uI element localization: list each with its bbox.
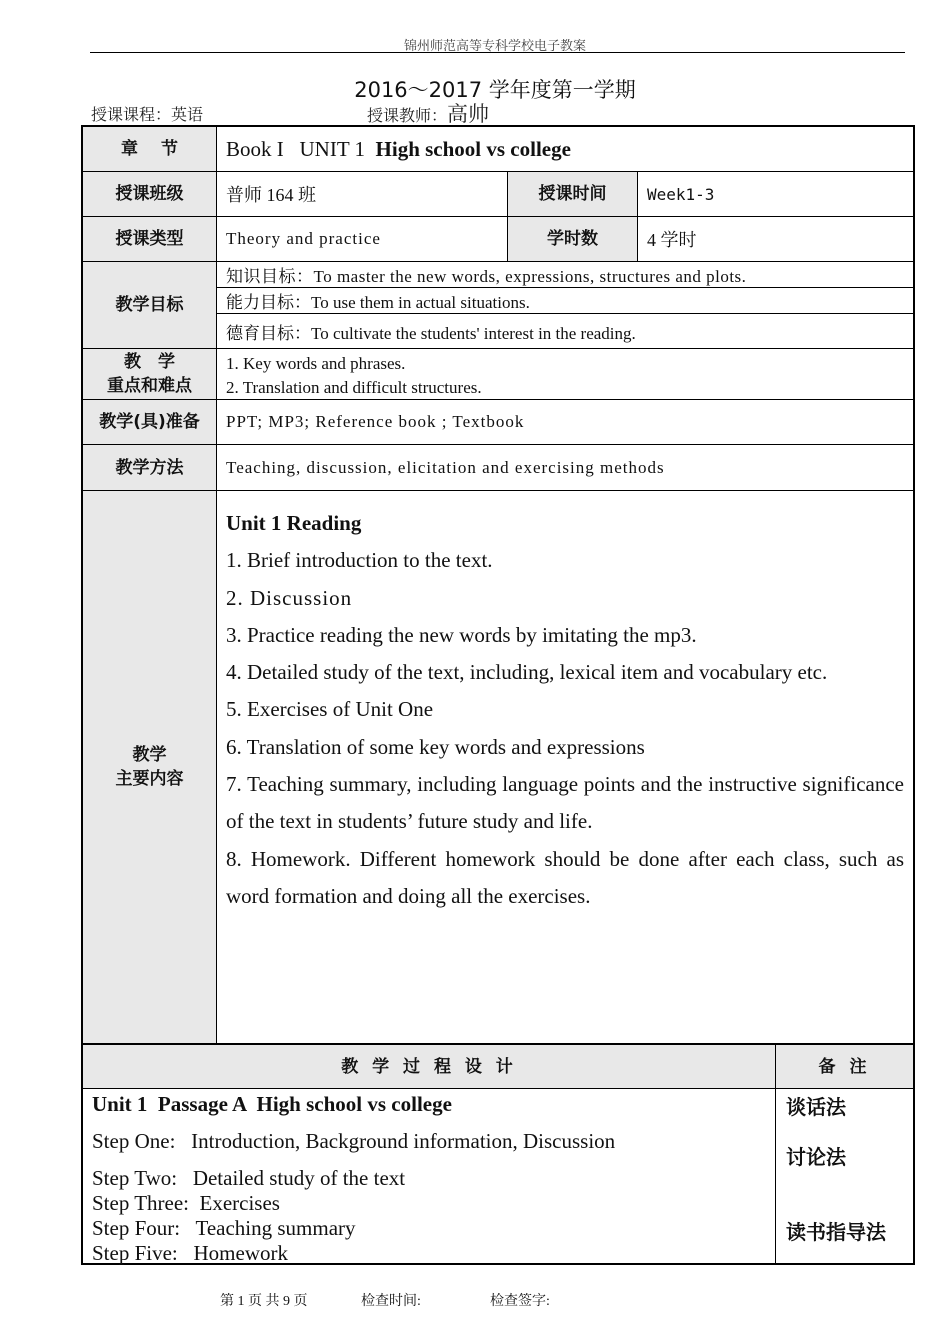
note-item: 谈话法: [786, 1095, 846, 1119]
type-label: 授课类型: [83, 217, 217, 262]
key-point-item: 2. Translation and difficult structures.: [226, 378, 482, 397]
key-points-label-line1: 教 学: [124, 352, 175, 372]
check-time-label: 检查时间:: [361, 1294, 421, 1309]
goal-knowledge: 知识目标：To master the new words, expressions, structures and plots.: [217, 262, 913, 288]
chapter-label: 章 节: [83, 127, 217, 172]
key-points-value: [217, 349, 913, 400]
hours-label: 学时数: [508, 217, 638, 262]
goal-moral: 德育目标：To cultivate the students' interest in the reading.: [217, 314, 913, 349]
method-label: 教学方法: [83, 445, 217, 491]
key-points-label-line2: 重点和难点: [107, 376, 192, 396]
class-value: 普师 164 班: [217, 172, 508, 217]
time-value: Week1-3: [638, 172, 913, 217]
term-title: 2016～2017 学年度第一学期: [354, 78, 636, 102]
content-item: 7. Teaching summary, including language points and the instructive significance of the text in students’ future study and life.: [226, 772, 904, 834]
process-step: Step Five: Homework: [92, 1241, 288, 1265]
page-number: 第 1 页 共 9 页: [220, 1294, 308, 1309]
time-label: 授课时间: [508, 172, 638, 217]
notes-header: 备 注: [776, 1045, 913, 1089]
goal-ability: 能力目标：To use them in actual situations.: [217, 288, 913, 314]
content-item: 1. Brief introduction to the text.: [226, 548, 493, 573]
key-points-label: [83, 349, 217, 400]
hours-value: 4 学时: [638, 217, 913, 262]
content-title: Unit 1 Reading: [226, 511, 362, 535]
content-value: [217, 491, 913, 1043]
content-item: 4. Detailed study of the text, including, lexical item and vocabulary etc.: [226, 660, 828, 685]
content-item: 2. Discussion: [226, 585, 353, 610]
content-item: 6. Translation of some key words and expressions: [226, 734, 645, 759]
process-step: Step Four: Teaching summary: [92, 1216, 356, 1240]
header-rule: [90, 52, 905, 53]
chapter-value: [217, 127, 913, 172]
note-item: 讨论法: [786, 1145, 846, 1169]
check-sign-label: 检查签字:: [490, 1294, 550, 1309]
process-title: Unit 1 Passage A High school vs college: [92, 1092, 452, 1116]
process-step: Step Two: Detailed study of the text: [92, 1166, 406, 1190]
content-item: 5. Exercises of Unit One: [226, 697, 434, 722]
course-name: 英语: [171, 107, 204, 124]
goals-label: 教学目标: [83, 262, 217, 349]
chapter-title: High school vs college: [375, 136, 571, 161]
teacher-label: 授课教师：: [367, 108, 448, 125]
course-label: 授课课程：: [91, 107, 172, 124]
note-item: 读书指导法: [786, 1220, 886, 1244]
chapter-prefix: Book I UNIT 1: [226, 136, 376, 161]
key-point-item: 1. Key words and phrases.: [226, 354, 406, 373]
class-label: 授课班级: [83, 172, 217, 217]
content-item: 3. Practice reading the new words by imitating the mp3.: [226, 622, 697, 647]
content-label-line2: 主要内容: [115, 769, 184, 789]
process-notes: [776, 1089, 913, 1263]
teacher-name: 高帅: [447, 102, 490, 126]
document-header: 锦州师范高等专科学校电子教案: [403, 38, 586, 53]
process-table: [81, 1043, 915, 1265]
prep-value: PPT; MP3; Reference book ; Textbook: [217, 400, 913, 445]
content-label: [83, 491, 217, 1043]
content-label-line1: 教学: [132, 745, 167, 765]
teacher-meta: [367, 98, 489, 128]
process-steps: [83, 1089, 776, 1263]
course-meta: [91, 102, 203, 125]
process-step: Step One: Introduction, Background information, Discussion: [92, 1129, 616, 1153]
type-value: Theory and practice: [217, 217, 508, 262]
prep-label: 教学(具)准备: [83, 400, 217, 445]
lesson-info-table: [81, 125, 915, 1045]
method-value: Teaching, discussion, elicitation and exercising methods: [217, 445, 913, 491]
process-header: 教 学 过 程 设 计: [83, 1045, 776, 1089]
content-item: 8. Homework. Different homework should be done after each class, such as word formation and doing all the exercises.: [226, 846, 904, 908]
process-step: Step Three: Exercises: [92, 1191, 280, 1215]
